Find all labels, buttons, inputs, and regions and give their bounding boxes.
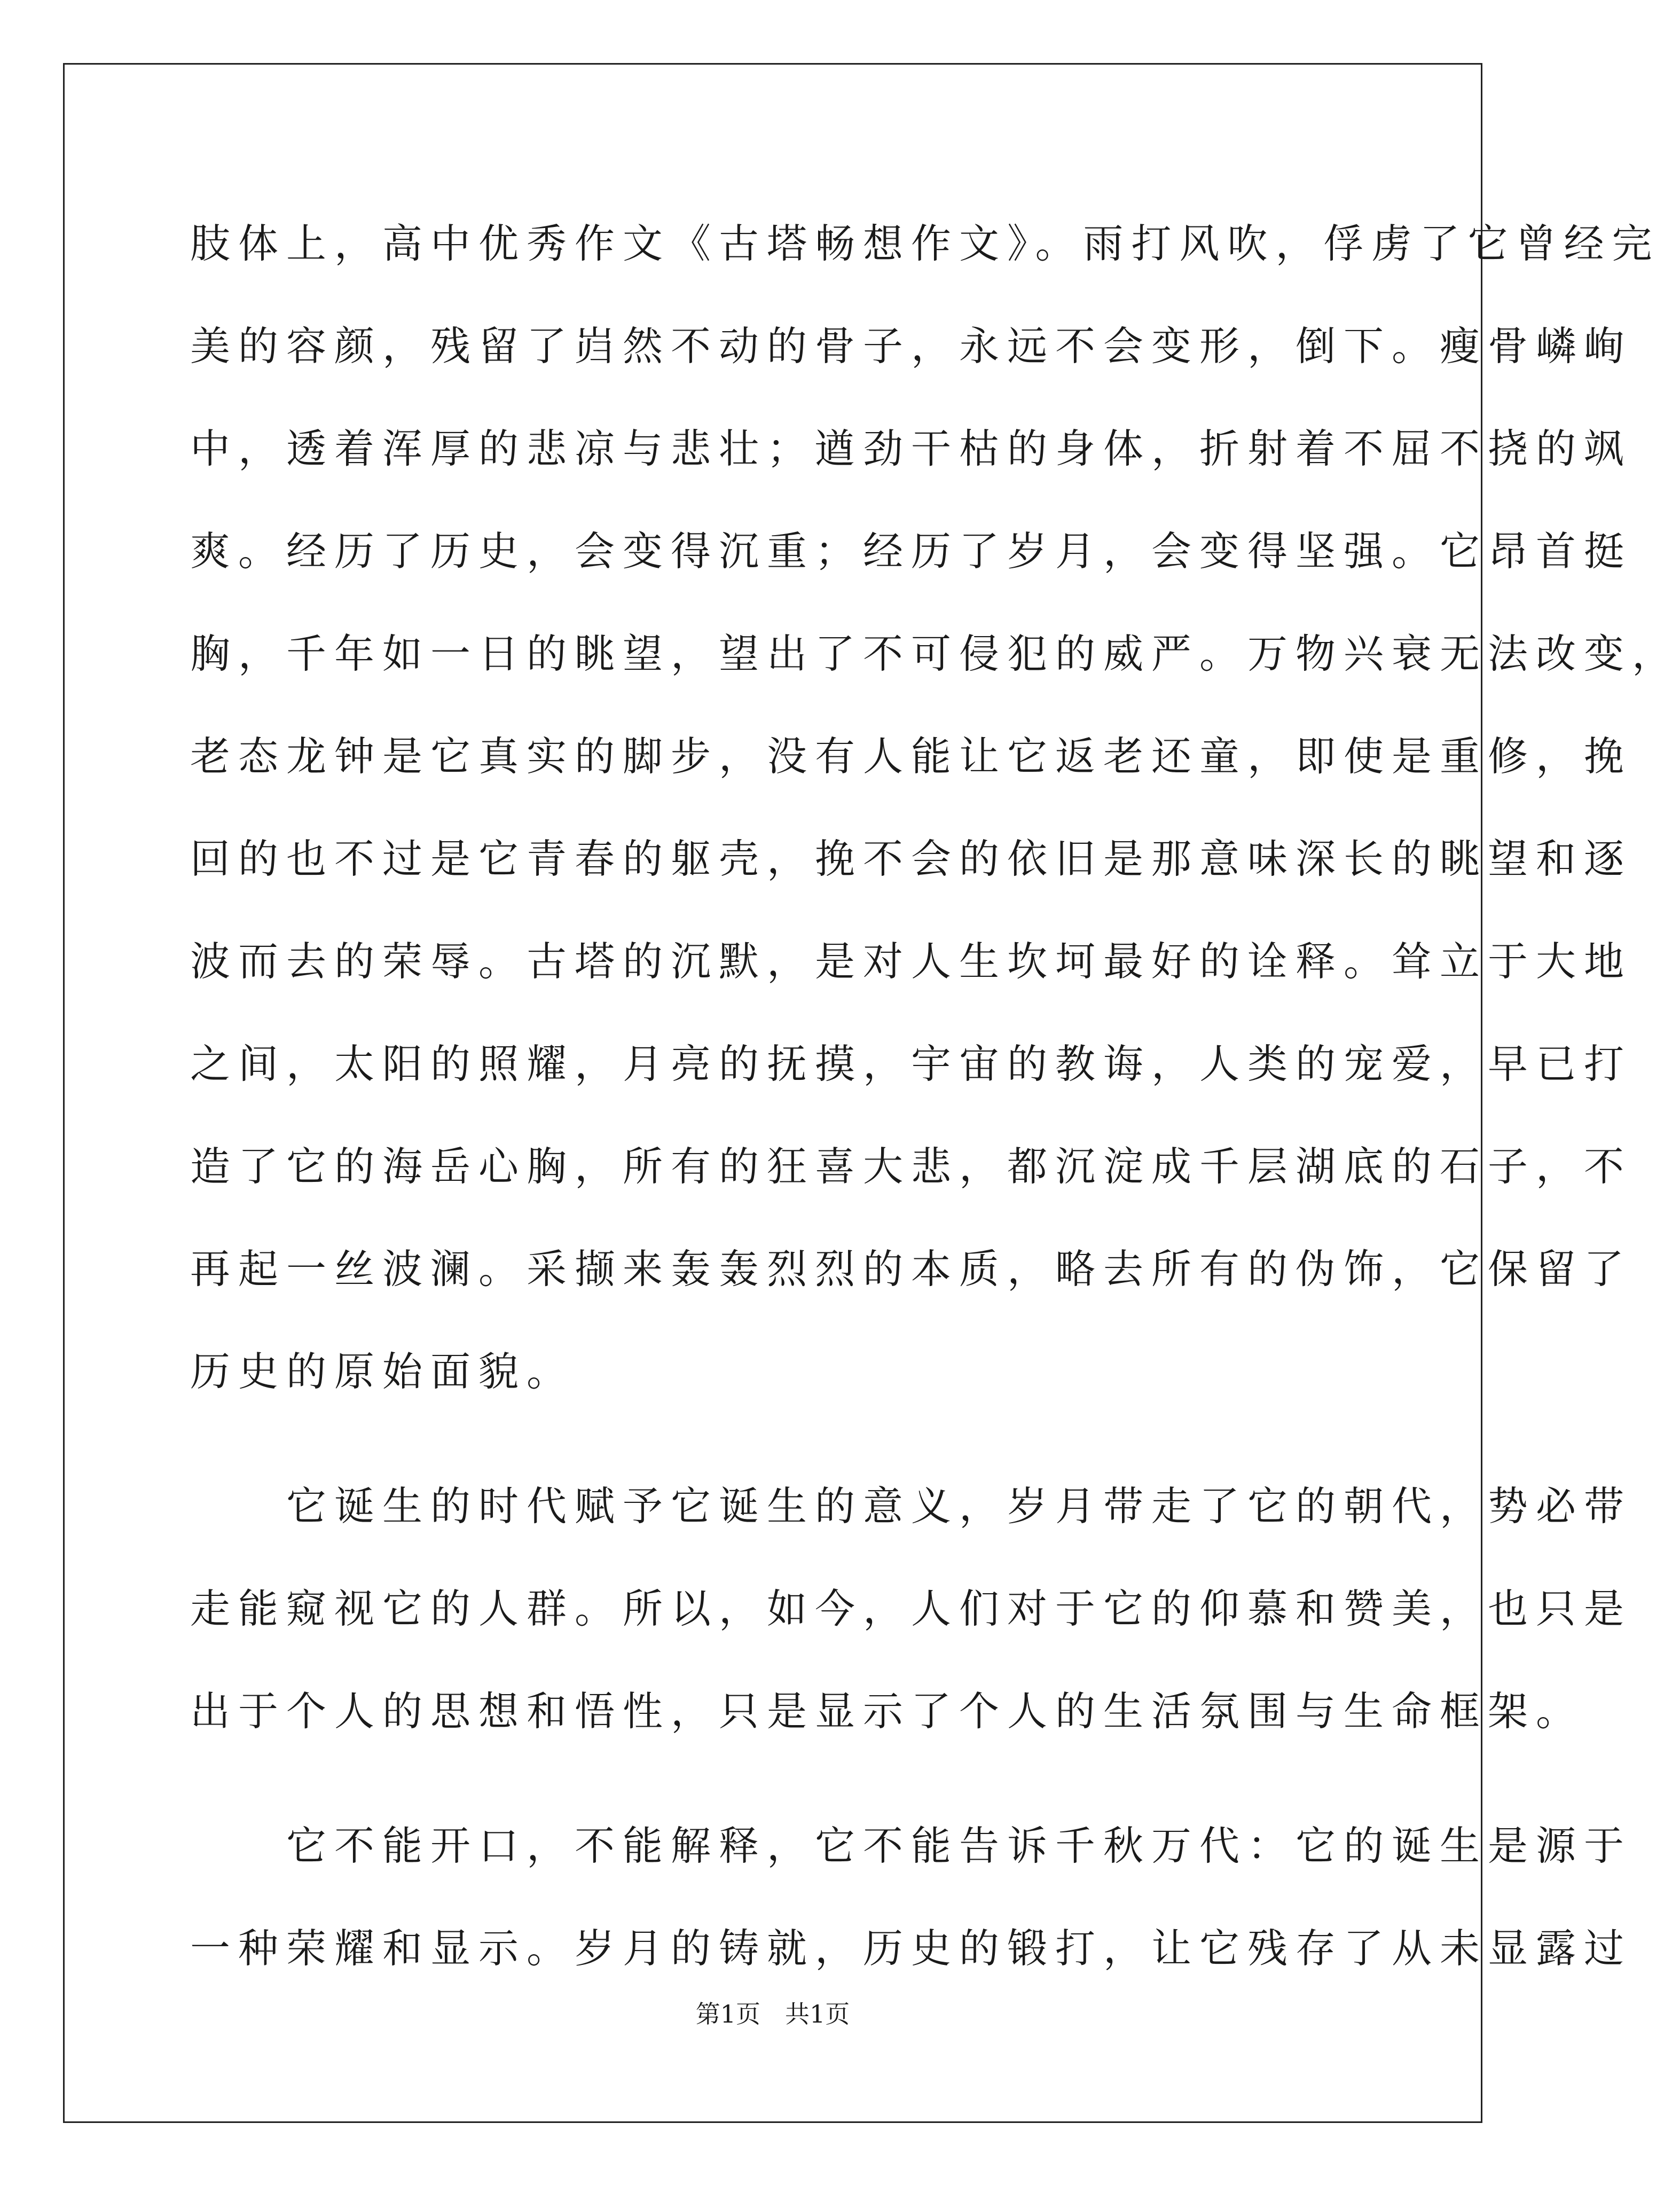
- page-number: 第1页 共1页: [695, 2000, 850, 2028]
- page-footer: [0, 1995, 1545, 2030]
- text-line: 之间，太阳的照耀，月亮的抚摸，宇宙的教诲，人类的宠爱，早已打: [190, 1040, 1632, 1087]
- text-line: 造了它的海岳心胸，所有的狂喜大悲，都沉淀成千层湖底的石子，不: [190, 1143, 1632, 1190]
- text-line: 一种荣耀和显示。岁月的铸就，历史的锻打，让它残存了从未显露过: [190, 1925, 1632, 1972]
- text-line: 再起一丝波澜。采撷来轰轰烈烈的本质，略去所有的伪饰，它保留了: [190, 1245, 1632, 1292]
- text-line: 爽。经历了历史，会变得沉重；经历了岁月，会变得坚强。它昂首挺: [190, 528, 1632, 575]
- text-line: 波而去的荣辱。古塔的沉默，是对人生坎坷最好的诠释。耸立于大地: [190, 938, 1632, 985]
- text-line: 出于个人的思想和悟性，只是显示了个人的生活氛围与生命框架。: [190, 1688, 1584, 1735]
- text-line: 它不能开口，不能解释，它不能告诉千秋万代：它的诞生是源于: [190, 1822, 1632, 1869]
- paragraph-gap: [190, 1762, 1355, 1795]
- text-line: 肢体上，高中优秀作文《古塔畅想作文》。雨打风吹，俘虏了它曾经完: [190, 220, 1660, 267]
- text-line: 美的容颜，残留了岿然不动的骨子，永远不会变形，倒下。瘦骨嶙峋: [190, 323, 1632, 370]
- text-line: 历史的原始面貌。: [190, 1348, 575, 1395]
- text-line: 回的也不过是它青春的躯壳，挽不会的依旧是那意味深长的眺望和逐: [190, 835, 1632, 882]
- text-line: 中，透着浑厚的悲凉与悲壮；遒劲干枯的身体，折射着不屈不挠的飒: [190, 425, 1632, 472]
- text-line: 走能窥视它的人群。所以，如今，人们对于它的仰慕和赞美，也只是: [190, 1585, 1632, 1632]
- text-line: 它诞生的时代赋予它诞生的意义，岁月带走了它的朝代，势必带: [190, 1483, 1632, 1530]
- text-line: 老态龙钟是它真实的脚步，没有人能让它返老还童，即使是重修，挽: [190, 733, 1632, 780]
- text-line: 胸，千年如一日的眺望，望出了不可侵犯的威严。万物兴衰无法改变，: [190, 630, 1680, 677]
- document-body: [190, 192, 1680, 2000]
- paragraph-gap: [190, 1423, 1355, 1455]
